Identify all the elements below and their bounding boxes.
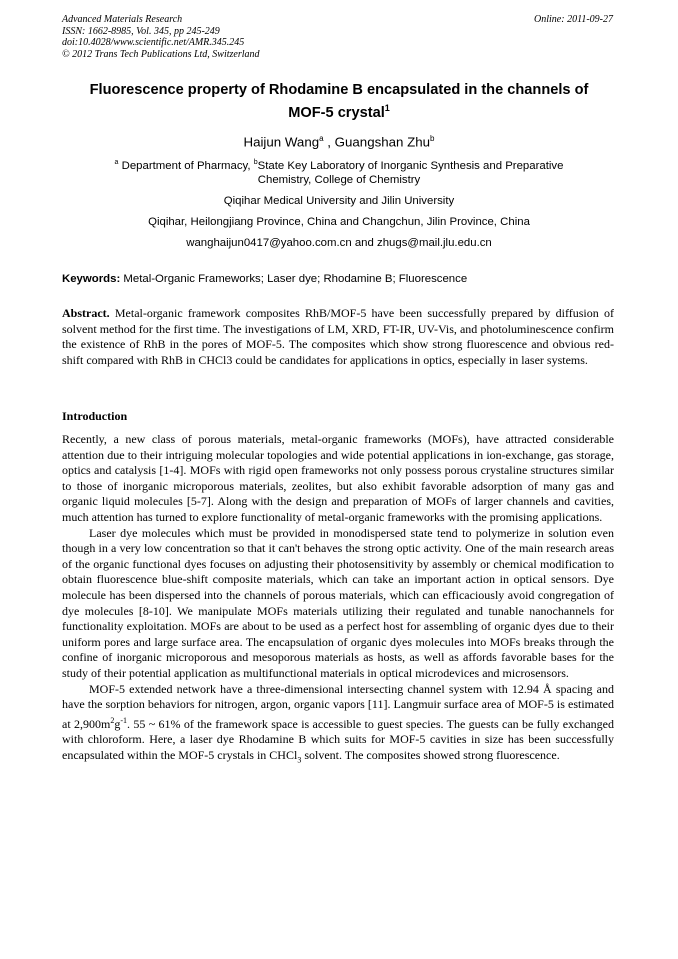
intro-paragraph-3 [62, 682, 614, 768]
journal-name: Advanced Materials Research [62, 14, 183, 25]
journal-header [62, 14, 260, 60]
author-2: Guangshan Zhu [334, 134, 431, 150]
intro-p3-part-a: MOF-5 extended network have a three-dimensional intersecting channel system with 12.94 Å spacing and have the sorption behaviors for nitrogen, argon, organic vapors [11]. Langmuir surface area of MOF-5 is estimated at 2,900m [62, 681, 614, 731]
affiliation-line-1 [0, 155, 678, 174]
online-date: Online: 2011-09-27 [534, 14, 613, 25]
introduction-body [62, 432, 614, 768]
copyright-line: © 2012 Trans Tech Publications Ltd, Switzerland [62, 48, 260, 60]
keywords-text: Metal-Organic Frameworks; Laser dye; Rhodamine B; Fluorescence [123, 273, 468, 285]
author-1-affil-mark: a [319, 134, 324, 143]
affiliation-location: Qiqihar, Heilongjiang Province, China and Changchun, Jilin Province, China [148, 216, 530, 228]
issn-line: ISSN: 1662-8985, Vol. 345, pp 245-249 [62, 25, 220, 37]
affiliation-universities: Qiqihar Medical University and Jilin University [223, 195, 455, 207]
abstract-text: Metal-organic framework composites RhB/MOF-5 have been successfully prepared by diffusion of solvent method for the first time. The investigations of LM, XRD, FT-IR, UV-Vis, and photoluminescence confirm the existence of RhB in the pores of MOF-5. The composites which show strong fluorescence and obvious red-shift compared with RhB in CHCl3 could be candidates for applications in optics, especially in laser systems. [62, 306, 614, 367]
author-list [0, 131, 678, 150]
author-1: Haijun Wang [243, 134, 320, 150]
abstract-label: Abstract. [62, 306, 110, 320]
paper-title [40, 81, 638, 122]
intro-paragraph-1: Recently, a new class of porous materials, metal-organic frameworks (MOFs), have attracted considerable attention due to their intriguing molecular topologies and wide potential applications in ion-exchange, gas storage, optics and catalysis [1-4]. MOFs with rigid open frameworks not only possess porous crystaline structures similar to those of inorganic microporous materials, zeolites, but also exhibit favorable adsorption of many gas and organic liquid molecules [5-7]. Along with the design and preparation of MOFs of larger channels and cavities, much attention has turned to explore functionality of metal-organic frameworks with the promising applications. [62, 432, 614, 524]
author-2-affil-mark: b [430, 134, 435, 143]
intro-p3-sup-1: 2 [110, 715, 115, 725]
section-heading-introduction: Introduction [62, 409, 128, 423]
affil-a-mark: a [114, 159, 119, 166]
title-line-1: Fluorescence property of Rhodamine B encapsulated in the channels of [89, 82, 589, 98]
keywords [62, 272, 614, 286]
intro-p3-part-c: . 55 ~ 61% of the framework space is accessible to guest species. The guests can be fully exchanged with chloroform. Here, a laser dye Rhodamine B which suits for MOF-5 cavities in size has been successfully encapsulated within the MOF-5 crystals in CHCl [62, 716, 614, 762]
affiliation-line-2: Chemistry, College of Chemistry [257, 174, 421, 186]
title-line-2-text: MOF-5 crystal [288, 104, 385, 121]
affil-b-text-1: State Key Laboratory of Inorganic Synthesis and Preparative [257, 159, 564, 172]
title-line-2 [40, 99, 638, 122]
intro-p3-part-b: g [114, 716, 121, 731]
title-footnote-mark[interactable]: 1 [384, 103, 390, 113]
affil-b-mark: b [253, 159, 258, 166]
abstract-paragraph [62, 306, 614, 368]
intro-p3-sub: 3 [297, 755, 302, 765]
doi-line[interactable]: doi:10.4028/www.scientific.net/AMR.345.245 [62, 37, 245, 48]
intro-paragraph-2: Laser dye molecules which must be provided in monodispersed state tend to polymerize in solution even though in a very low concentration so that it can't behaves the strong optic activity. One of the main research areas of the organic functional dyes focuses on adjusting their photosensitivity by assembly or chemical modification to obtain fluorescence blue-shift composite materials, which can take an important action in optical sensors. Dye molecule has been dispersed into the channels of porous materials, which can efficaciously avoid congregation of dye molecules [8-10]. We manipulate MOFs materials utilizing their regulated and tunable nanochannels for functionality exploitation. MOFs are about to be used as a perfect host for assembling of organic dyes due to their uniform pores and large surface area. The encapsulation of organic dyes molecules into MOFs breaks through the confine of inorganic microporous and mesoporous materials as hosts, as well as affords favorable bases for the study of their potential application as multifunctional materials in optical microdevices and microsensors. [62, 525, 614, 680]
intro-p3-sup-2: -1 [120, 715, 128, 725]
author-emails[interactable]: wanghaijun0417@yahoo.com.cn and zhugs@mail.jlu.edu.cn [186, 237, 492, 249]
affil-a-text: Department of Pharmacy, [121, 159, 251, 172]
author-separator: , [323, 134, 335, 150]
abstract [62, 306, 614, 368]
intro-p3-part-d: solvent. The composites showed strong fluorescence. [301, 747, 560, 762]
keywords-label: Keywords: [62, 273, 121, 285]
